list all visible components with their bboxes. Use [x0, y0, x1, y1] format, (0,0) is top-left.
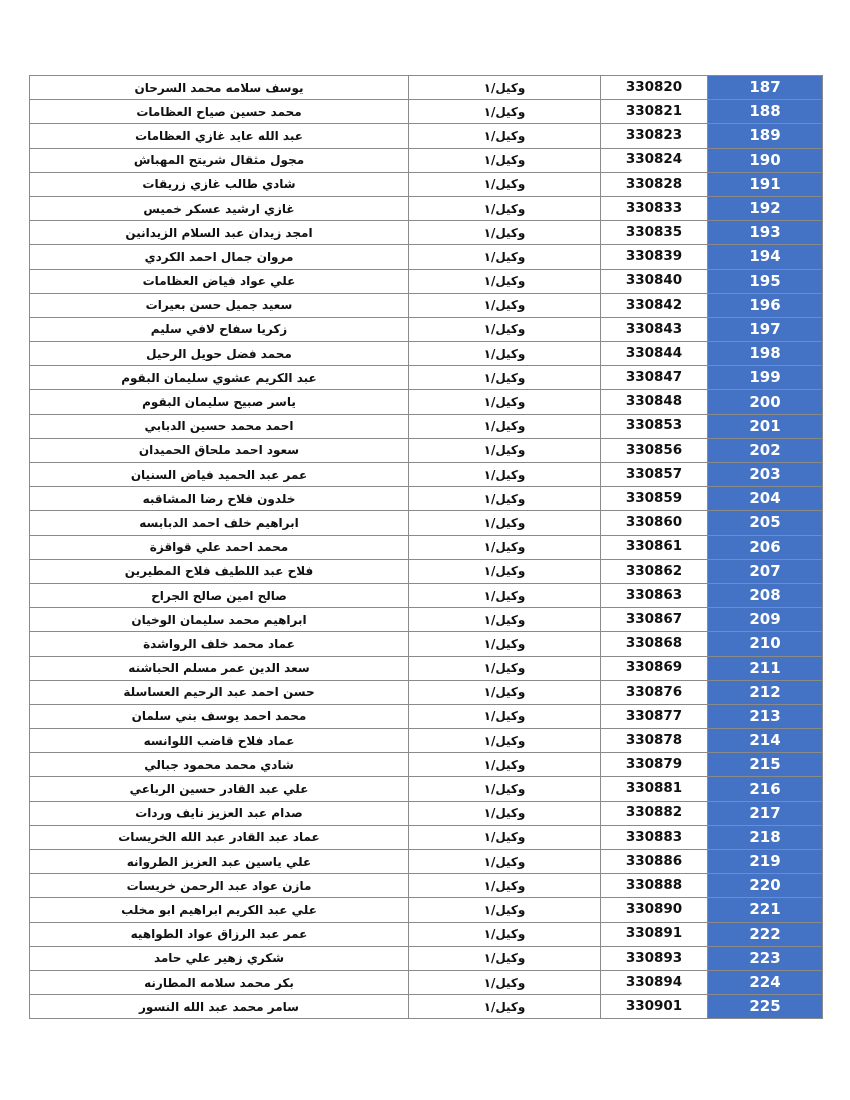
service-number-cell: 330894	[601, 970, 708, 994]
full-name-cell: بكر محمد سلامه المطارنه	[30, 970, 409, 994]
table-body	[30, 76, 823, 1019]
table-row	[30, 970, 823, 994]
table-row	[30, 221, 823, 245]
table-row	[30, 438, 823, 462]
table-row	[30, 680, 823, 704]
table-row	[30, 874, 823, 898]
full-name-cell: عماد محمد خلف الرواشدة	[30, 632, 409, 656]
table-row	[30, 269, 823, 293]
rank-cell: وكيل/١	[409, 777, 601, 801]
table-row	[30, 729, 823, 753]
rank-cell: وكيل/١	[409, 463, 601, 487]
rank-cell: وكيل/١	[409, 487, 601, 511]
service-number-cell: 330853	[601, 414, 708, 438]
row-number-cell: 224	[708, 970, 823, 994]
service-number-cell: 330867	[601, 608, 708, 632]
service-number-cell: 330820	[601, 76, 708, 100]
row-number-cell: 205	[708, 511, 823, 535]
full-name-cell: حسن احمد عبد الرحيم العساسلة	[30, 680, 409, 704]
row-number-cell: 199	[708, 366, 823, 390]
table-row	[30, 583, 823, 607]
service-number-cell: 330869	[601, 656, 708, 680]
row-number-cell: 209	[708, 608, 823, 632]
service-number-cell: 330824	[601, 148, 708, 172]
table-row	[30, 535, 823, 559]
row-number-cell: 204	[708, 487, 823, 511]
row-number-cell: 192	[708, 196, 823, 220]
row-number-cell: 220	[708, 874, 823, 898]
table-row	[30, 946, 823, 970]
row-number-cell: 214	[708, 729, 823, 753]
full-name-cell: صدام عبد العزيز نايف وردات	[30, 801, 409, 825]
table-row	[30, 801, 823, 825]
service-number-cell: 330860	[601, 511, 708, 535]
row-number-cell: 191	[708, 172, 823, 196]
full-name-cell: علي ياسين عبد العزيز الطروانه	[30, 850, 409, 874]
full-name-cell: زكريا سفاح لافي سليم	[30, 317, 409, 341]
table-row	[30, 850, 823, 874]
row-number-cell: 215	[708, 753, 823, 777]
rank-cell: وكيل/١	[409, 390, 601, 414]
full-name-cell: صالح امين صالح الجراح	[30, 583, 409, 607]
service-number-cell: 330861	[601, 535, 708, 559]
service-number-cell: 330847	[601, 366, 708, 390]
service-number-cell: 330901	[601, 995, 708, 1019]
service-number-cell: 330844	[601, 342, 708, 366]
rank-cell: وكيل/١	[409, 293, 601, 317]
rank-cell: وكيل/١	[409, 438, 601, 462]
service-number-cell: 330893	[601, 946, 708, 970]
service-number-cell: 330876	[601, 680, 708, 704]
rank-cell: وكيل/١	[409, 801, 601, 825]
rank-cell: وكيل/١	[409, 414, 601, 438]
row-number-cell: 218	[708, 825, 823, 849]
table-row	[30, 196, 823, 220]
full-name-cell: ياسر صبيح سليمان البقوم	[30, 390, 409, 414]
full-name-cell: فلاح عبد اللطيف فلاح المطيرين	[30, 559, 409, 583]
row-number-cell: 189	[708, 124, 823, 148]
row-number-cell: 208	[708, 583, 823, 607]
full-name-cell: علي عواد فياض العظامات	[30, 269, 409, 293]
full-name-cell: سعيد جميل حسن بعيرات	[30, 293, 409, 317]
table-row	[30, 995, 823, 1019]
row-number-cell: 193	[708, 221, 823, 245]
service-number-cell: 330856	[601, 438, 708, 462]
table-row	[30, 487, 823, 511]
row-number-cell: 187	[708, 76, 823, 100]
full-name-cell: عبد الله عايد غازي العظامات	[30, 124, 409, 148]
full-name-cell: عماد فلاح قاضب اللوانسه	[30, 729, 409, 753]
service-number-cell: 330843	[601, 317, 708, 341]
service-number-cell: 330840	[601, 269, 708, 293]
rank-cell: وكيل/١	[409, 583, 601, 607]
full-name-cell: عمر عبد الرزاق عواد الطواهيه	[30, 922, 409, 946]
rank-cell: وكيل/١	[409, 511, 601, 535]
full-name-cell: احمد محمد حسين الدبابي	[30, 414, 409, 438]
table-row	[30, 390, 823, 414]
table-row	[30, 124, 823, 148]
service-number-cell: 330883	[601, 825, 708, 849]
full-name-cell: عبد الكريم عشوي سليمان البقوم	[30, 366, 409, 390]
service-number-cell: 330848	[601, 390, 708, 414]
service-number-cell: 330835	[601, 221, 708, 245]
rank-cell: وكيل/١	[409, 970, 601, 994]
service-number-cell: 330877	[601, 704, 708, 728]
table-row	[30, 559, 823, 583]
rank-cell: وكيل/١	[409, 317, 601, 341]
full-name-cell: سامر محمد عبد الله النسور	[30, 995, 409, 1019]
rank-cell: وكيل/١	[409, 124, 601, 148]
row-number-cell: 190	[708, 148, 823, 172]
row-number-cell: 212	[708, 680, 823, 704]
full-name-cell: محمد احمد علي قواقزة	[30, 535, 409, 559]
rank-cell: وكيل/١	[409, 76, 601, 100]
row-number-cell: 219	[708, 850, 823, 874]
rank-cell: وكيل/١	[409, 608, 601, 632]
row-number-cell: 194	[708, 245, 823, 269]
service-number-cell: 330839	[601, 245, 708, 269]
row-number-cell: 202	[708, 438, 823, 462]
full-name-cell: محمد احمد يوسف بني سلمان	[30, 704, 409, 728]
row-number-cell: 211	[708, 656, 823, 680]
service-number-cell: 330862	[601, 559, 708, 583]
table-row	[30, 898, 823, 922]
row-number-cell: 222	[708, 922, 823, 946]
rank-cell: وكيل/١	[409, 366, 601, 390]
table-row	[30, 704, 823, 728]
rank-cell: وكيل/١	[409, 196, 601, 220]
table-row	[30, 608, 823, 632]
row-number-cell: 203	[708, 463, 823, 487]
row-number-cell: 223	[708, 946, 823, 970]
row-number-cell: 196	[708, 293, 823, 317]
service-number-cell: 330888	[601, 874, 708, 898]
row-number-cell: 201	[708, 414, 823, 438]
rank-cell: وكيل/١	[409, 946, 601, 970]
service-number-cell: 330882	[601, 801, 708, 825]
table-row	[30, 777, 823, 801]
service-number-cell: 330863	[601, 583, 708, 607]
row-number-cell: 217	[708, 801, 823, 825]
table-row	[30, 753, 823, 777]
rank-cell: وكيل/١	[409, 922, 601, 946]
rank-cell: وكيل/١	[409, 148, 601, 172]
row-number-cell: 221	[708, 898, 823, 922]
service-number-cell: 330881	[601, 777, 708, 801]
rank-cell: وكيل/١	[409, 850, 601, 874]
rank-cell: وكيل/١	[409, 898, 601, 922]
rank-cell: وكيل/١	[409, 680, 601, 704]
service-number-cell: 330868	[601, 632, 708, 656]
table-row	[30, 342, 823, 366]
full-name-cell: مجول مثقال شريتح المهباش	[30, 148, 409, 172]
full-name-cell: شكري زهير علي حامد	[30, 946, 409, 970]
service-number-cell: 330823	[601, 124, 708, 148]
full-name-cell: عمر عبد الحميد فياض السنيان	[30, 463, 409, 487]
table-row	[30, 656, 823, 680]
row-number-cell: 195	[708, 269, 823, 293]
row-number-cell: 198	[708, 342, 823, 366]
table-row	[30, 463, 823, 487]
table-row	[30, 245, 823, 269]
table-row	[30, 825, 823, 849]
rank-cell: وكيل/١	[409, 535, 601, 559]
rank-cell: وكيل/١	[409, 995, 601, 1019]
service-number-cell: 330891	[601, 922, 708, 946]
table-row	[30, 148, 823, 172]
rank-cell: وكيل/١	[409, 100, 601, 124]
rank-cell: وكيل/١	[409, 753, 601, 777]
full-name-cell: محمد حسين صياح العظامات	[30, 100, 409, 124]
full-name-cell: يوسف سلامه محمد السرحان	[30, 76, 409, 100]
rank-cell: وكيل/١	[409, 632, 601, 656]
table-row	[30, 366, 823, 390]
service-number-cell: 330857	[601, 463, 708, 487]
table-row	[30, 76, 823, 100]
row-number-cell: 210	[708, 632, 823, 656]
rank-cell: وكيل/١	[409, 559, 601, 583]
table-row	[30, 414, 823, 438]
row-number-cell: 216	[708, 777, 823, 801]
row-number-cell: 225	[708, 995, 823, 1019]
personnel-table	[29, 75, 823, 1019]
full-name-cell: علي عبد الكريم ابراهيم ابو مخلب	[30, 898, 409, 922]
table-row	[30, 317, 823, 341]
service-number-cell: 330821	[601, 100, 708, 124]
rank-cell: وكيل/١	[409, 342, 601, 366]
row-number-cell: 213	[708, 704, 823, 728]
table-row	[30, 511, 823, 535]
rank-cell: وكيل/١	[409, 874, 601, 898]
full-name-cell: مازن عواد عبد الرحمن خريسات	[30, 874, 409, 898]
rank-cell: وكيل/١	[409, 704, 601, 728]
rank-cell: وكيل/١	[409, 656, 601, 680]
full-name-cell: شادي طالب غازي زريقات	[30, 172, 409, 196]
service-number-cell: 330879	[601, 753, 708, 777]
full-name-cell: عماد عبد القادر عبد الله الخريسات	[30, 825, 409, 849]
full-name-cell: امجد زيدان عبد السلام الزيدانين	[30, 221, 409, 245]
row-number-cell: 200	[708, 390, 823, 414]
service-number-cell: 330833	[601, 196, 708, 220]
service-number-cell: 330886	[601, 850, 708, 874]
row-number-cell: 197	[708, 317, 823, 341]
service-number-cell: 330859	[601, 487, 708, 511]
full-name-cell: ابراهيم محمد سليمان الوخيان	[30, 608, 409, 632]
full-name-cell: محمد فضل حويل الرحيل	[30, 342, 409, 366]
full-name-cell: سعود احمد ملحاق الحميدان	[30, 438, 409, 462]
row-number-cell: 206	[708, 535, 823, 559]
table-row	[30, 632, 823, 656]
row-number-cell: 188	[708, 100, 823, 124]
rank-cell: وكيل/١	[409, 245, 601, 269]
rank-cell: وكيل/١	[409, 825, 601, 849]
rank-cell: وكيل/١	[409, 729, 601, 753]
rank-cell: وكيل/١	[409, 221, 601, 245]
rank-cell: وكيل/١	[409, 172, 601, 196]
service-number-cell: 330890	[601, 898, 708, 922]
row-number-cell: 207	[708, 559, 823, 583]
table-row	[30, 293, 823, 317]
full-name-cell: علي عبد القادر حسين الرباعي	[30, 777, 409, 801]
service-number-cell: 330878	[601, 729, 708, 753]
rank-cell: وكيل/١	[409, 269, 601, 293]
full-name-cell: سعد الدين عمر مسلم الحباشنه	[30, 656, 409, 680]
service-number-cell: 330828	[601, 172, 708, 196]
full-name-cell: خلدون فلاح رضا المشاقبه	[30, 487, 409, 511]
table-row	[30, 100, 823, 124]
full-name-cell: غازي ارشيد عسكر خميس	[30, 196, 409, 220]
full-name-cell: مروان جمال احمد الكردي	[30, 245, 409, 269]
full-name-cell: شادي محمد محمود جبالي	[30, 753, 409, 777]
full-name-cell: ابراهيم خلف احمد الدبابسه	[30, 511, 409, 535]
service-number-cell: 330842	[601, 293, 708, 317]
table-row	[30, 922, 823, 946]
table-row	[30, 172, 823, 196]
